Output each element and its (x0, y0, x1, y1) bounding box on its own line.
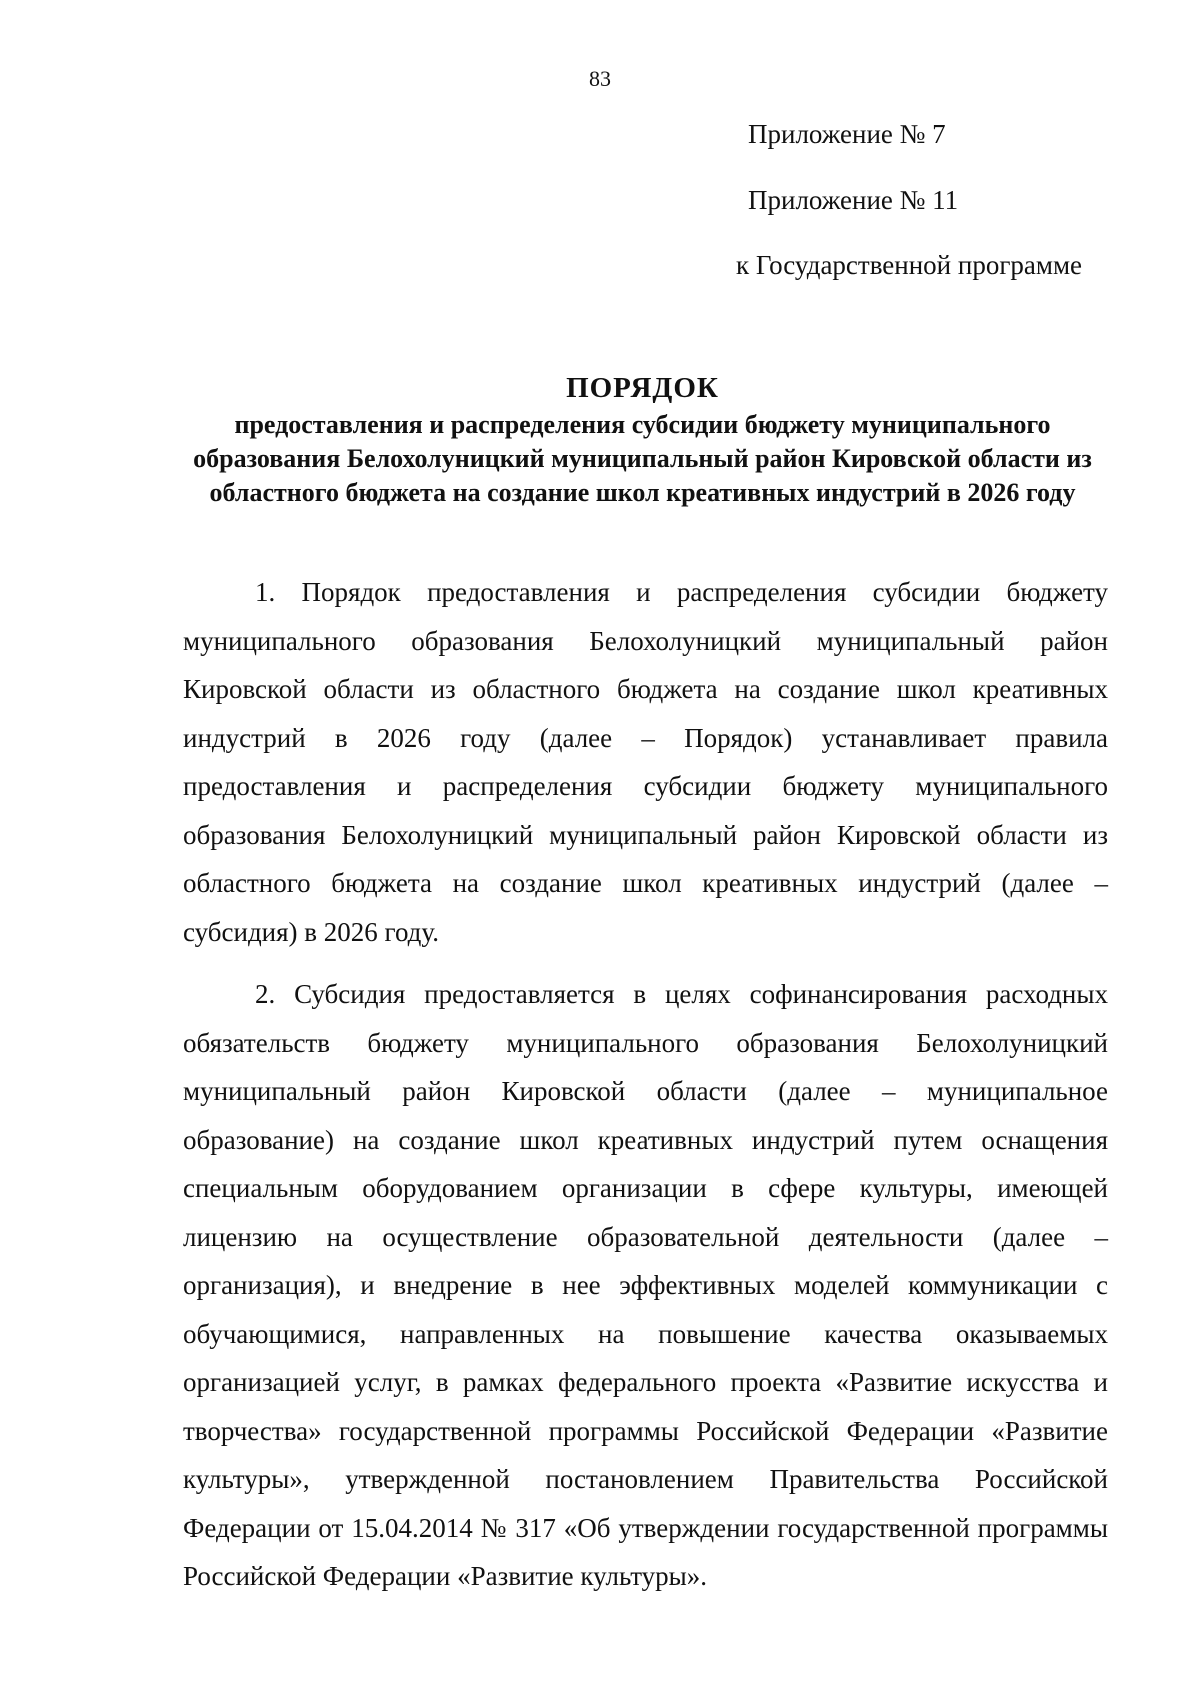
document-subtitle: предоставления и распределения субсидии бюджету муниципального образования Белохолуницкий муниципальный район Кировской области из областного бюджета на создание школ креативных индустрий в 2026 году (193, 410, 1092, 507)
paragraph-1: 1. Порядок предоставления и распределения субсидии бюджету муниципального образования Белохолуницкий муниципальный район Кировской области из областного бюджета на создание школ креативных индустрий в 2026 году (далее – Порядок) устанавливает правила предоставления и распределения субсидии бюджету муниципального образования Белохолуницкий муниципальный район Кировской области из областного бюджета на создание школ креативных индустрий (далее – субсидия) в 2026 году. (183, 577, 1108, 947)
page-number: 83 (589, 66, 611, 91)
document-title: ПОРЯДОК (566, 372, 719, 404)
document-body (183, 568, 1108, 1601)
appendix-line-1: Приложение № 7 (748, 119, 946, 149)
paragraph-2: 2. Субсидия предоставляется в целях софинансирования расходных обязательств бюджету муниципального образования Белохолуницкий муниципальный район Кировской области (далее – муниципальное образование) на создание школ креативных индустрий путем оснащения специальным оборудованием организации в сфере культуры, имеющей лицензию на осуществление образовательной деятельности (далее – организация), и внедрение в нее эффективных моделей коммуникации с обучающимися, направленных на повышение качества оказываемых организацией услуг, в рамках федерального проекта «Развитие искусства и творчества» государственной программы Российской Федерации «Развитие культуры», утвержденной постановлением Правительства Российской Федерации от 15.04.2014 № 317 «Об утверждении государственной программы Российской Федерации «Развитие культуры». (183, 979, 1108, 1591)
appendix-line-2: Приложение № 11 (748, 185, 959, 215)
appendix-line-3: к Государственной программе (736, 250, 1083, 280)
document-title-block (170, 370, 1115, 510)
